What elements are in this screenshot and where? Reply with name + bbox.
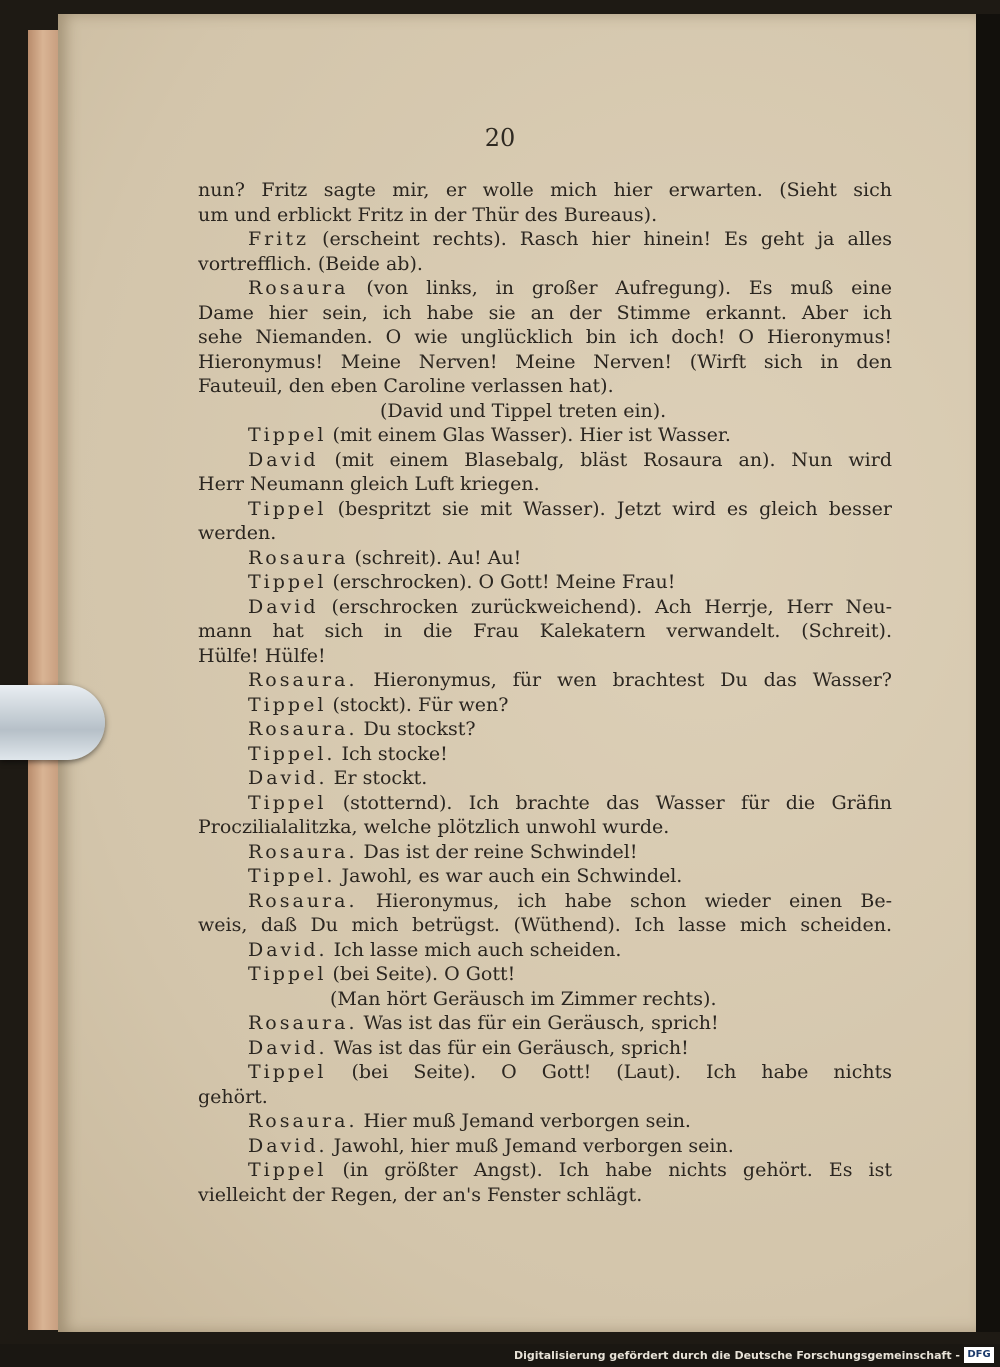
text-line [198,717,892,742]
line-text: (mit einem Blasebalg, bläst Rosaura an). Nun wird [318,448,892,471]
speaker-name: Fritz [248,228,309,250]
line-text: (von links, in großer Aufregung). Es muß eine [348,277,892,299]
line-text: Jawohl, hier muß Jemand verborgen sein. [327,1134,734,1157]
line-text: vortrefflich. (Beide ab). [198,252,423,275]
text-line [198,693,892,718]
speaker-name: Rosaura. [248,718,358,740]
speaker-name: Tippel [248,791,327,814]
speaker-name: Tippel. [248,742,336,765]
text-line [198,889,892,914]
line-text: Er stockt. [327,767,428,789]
text-line [198,301,892,326]
text-line [198,1134,892,1159]
speaker-name: David. [248,938,328,961]
text-line [198,1011,892,1036]
text-line [198,1036,892,1061]
speaker-name: Tippel [248,571,327,593]
line-text: sehe Niemanden. O wie unglücklich bin ich doch! O Hieronymus! [198,326,892,348]
text-line [198,1109,892,1134]
text-line [198,521,892,546]
text-line [198,742,892,767]
book-spine-edge [28,30,58,1330]
dfg-logo-icon: DFG [964,1347,994,1363]
page-text-block [198,178,892,1207]
line-text: (schreit). Au! Au! [348,546,522,569]
text-line [198,619,892,644]
line-text: Ich lasse mich auch scheiden. [327,938,622,961]
text-line [198,399,892,424]
line-text: Hieronymus, ich habe schon wieder einen Be- [357,889,892,912]
line-text: (erschrocken zurückweichend). Ach Herrje, Herr Neu- [318,595,892,618]
footer-credit: Digitalisierung gefördert durch die Deutsche Forschungsgemeinschaft - [513,1349,960,1362]
line-text: (mit einem Glas Wasser). Hier ist Wasser. [326,424,731,446]
speaker-name: Rosaura [248,546,349,569]
line-text: Das ist der reine Schwindel! [357,840,638,863]
text-line [198,815,892,840]
line-text: mann hat sich in die Frau Kalekatern verwandelt. (Schreit). [198,620,892,642]
speaker-name: Tippel [248,497,327,520]
speaker-name: David [248,595,319,618]
line-text: Was ist das für ein Geräusch, sprich! [327,1036,689,1059]
speaker-name: Tippel [248,963,327,985]
line-text: (bei Seite). O Gott! [326,963,516,985]
speaker-name: David. [248,1134,328,1157]
line-text: weis, daß Du mich betrügst. (Wüthend). Ich lasse mich scheiden. [198,914,892,936]
speaker-name: Rosaura [248,277,349,299]
speaker-name: David. [248,1036,328,1059]
speaker-name: Rosaura. [248,840,358,863]
line-text: Du stockst? [357,718,476,740]
scan-right-edge [976,14,1000,1332]
text-line [198,472,892,497]
line-text: Hieronymus! Meine Nerven! Meine Nerven! (Wirft sich in den [198,350,892,373]
line-text: Jawohl, es war auch ein Schwindel. [335,865,683,887]
text-line [198,987,892,1012]
line-text: (erscheint rechts). Rasch hier hinein! Es geht ja alles [309,228,892,250]
text-line [198,938,892,963]
line-text: (bei Seite). O Gott! (Laut). Ich habe nichts [326,1061,892,1083]
text-line [198,644,892,669]
line-text: werden. [198,522,277,544]
speaker-name: David. [248,767,328,789]
text-line [198,840,892,865]
line-text: (stotternd). Ich brachte das Wasser für die Gräfin [326,791,892,814]
page-clip [0,685,105,760]
line-text: (in größter Angst). Ich habe nichts gehört. Es ist [326,1159,892,1181]
text-line [198,325,892,350]
text-line [198,423,892,448]
line-text: Hülfe! Hülfe! [198,644,326,667]
line-text: Dame hier sein, ich habe sie an der Stimme erkannt. Aber ich [198,301,892,324]
line-text: (David und Tippel treten ein). [380,399,667,422]
text-line [198,276,892,301]
text-line [198,546,892,571]
line-text: Herr Neumann gleich Luft kriegen. [198,473,540,495]
text-line [198,1060,892,1085]
text-line [198,791,892,816]
line-text: gehört. [198,1085,268,1108]
text-line [198,203,892,228]
line-text: Was ist das für ein Geräusch, sprich! [357,1012,719,1034]
line-text: (Man hört Geräusch im Zimmer rechts). [330,987,717,1010]
text-line [198,1183,892,1208]
line-text: nun? Fritz sagte mir, er wolle mich hier erwarten. (Sieht sich [198,179,892,201]
line-text: Proczilialalitzka, welche plötzlich unwohl wurde. [198,816,670,838]
speaker-name: Tippel [248,424,327,446]
text-line [198,864,892,889]
line-text: (erschrocken). O Gott! Meine Frau! [326,571,676,593]
page-number: 20 [484,124,516,152]
text-line [198,497,892,522]
line-text: um und erblickt Fritz in der Thür des Bureaus). [198,203,658,226]
speaker-name: Rosaura. [248,669,358,691]
speaker-name: Rosaura. [248,889,358,912]
line-text: Hieronymus, für wen brachtest Du das Wasser? [357,669,892,691]
speaker-name: Tippel [248,1159,327,1181]
line-text: Hier muß Jemand verborgen sein. [357,1110,691,1132]
text-line [198,766,892,791]
line-text: Fauteuil, den eben Caroline verlassen hat). [198,375,614,397]
text-line [198,252,892,277]
speaker-name: Tippel [248,1061,327,1083]
text-line [198,350,892,375]
text-line [198,570,892,595]
line-text: (bespritzt sie mit Wasser). Jetzt wird es gleich besser [326,497,892,520]
text-line [198,1085,892,1110]
line-text: (stockt). Für wen? [326,693,509,716]
text-line [198,962,892,987]
speaker-name: Rosaura. [248,1110,358,1132]
speaker-name: Rosaura. [248,1012,358,1034]
text-line [198,668,892,693]
text-line [198,448,892,473]
text-line [198,374,892,399]
text-line [198,913,892,938]
text-line [198,1158,892,1183]
text-line [198,595,892,620]
line-text: vielleicht der Regen, der an's Fenster schlägt. [198,1183,643,1206]
speaker-name: Tippel [248,693,327,716]
speaker-name: David [248,448,319,471]
line-text: Ich stocke! [335,742,448,765]
text-line [198,178,892,203]
speaker-name: Tippel. [248,865,336,887]
text-line [198,227,892,252]
